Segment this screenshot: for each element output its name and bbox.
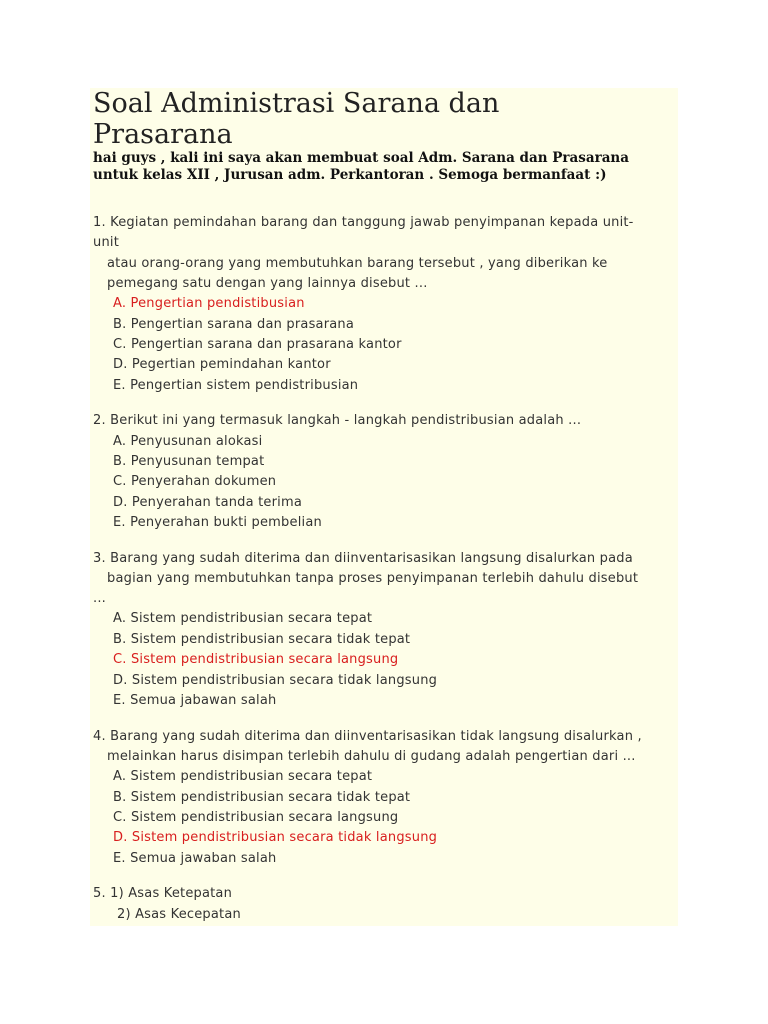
page-title [93,88,653,150]
question-3-text: ... [93,591,106,606]
question-1-option-c: C. Pengertian sarana dan prasarana kantor [113,337,402,352]
question-5-text: 5. 1) Asas Ketepatan [93,886,233,901]
question-3-option-b: B. Sistem pendistribusian secara tidak tepat [113,632,411,647]
question-1-text: unit [93,235,119,250]
intro-line: hai guys , kali ini saya akan membuat soal Adm. Sarana dan Prasarana [93,150,629,166]
question-3-option-e: E. Semua jabawan salah [113,693,277,708]
question-3-option-c-answer: C. Sistem pendistribusian secara langsung [113,652,399,667]
question-4-option-c: C. Sistem pendistribusian secara langsung [113,810,399,825]
question-2-text: 2. Berikut ini yang termasuk langkah - langkah pendistribusian adalah ... [93,413,582,428]
question-4-option-b: B. Sistem pendistribusian secara tidak tepat [113,790,411,805]
question-4-text: melainkan harus disimpan terlebih dahulu di gudang adalah pengertian dari ... [107,749,636,764]
question-2-option-e: E. Penyerahan bukti pembelian [113,515,322,530]
question-2-option-a: A. Penyusunan alokasi [113,434,263,449]
question-4-option-e: E. Semua jawaban salah [113,851,277,866]
question-5-text: 2) Asas Kecepatan [117,907,241,922]
question-1-option-d: D. Pegertian pemindahan kantor [113,357,331,372]
question-2-option-d: D. Penyerahan tanda terima [113,495,303,510]
intro-line: untuk kelas XII , Jurusan adm. Perkantoran . Semoga bermanfaat :) [93,167,607,183]
question-2-option-b: B. Penyusunan tempat [113,454,265,469]
question-3-text: 3. Barang yang sudah diterima dan diinventarisasikan langsung disalurkan pada [93,551,633,566]
question-4-option-d-answer: D. Sistem pendistribusian secara tidak langsung [113,830,438,845]
question-1-text: 1. Kegiatan pemindahan barang dan tanggung jawab penyimpanan kepada unit- [93,215,634,230]
question-4-text: 4. Barang yang sudah diterima dan diinventarisasikan tidak langsung disalurkan , [93,729,642,744]
title-line: Prasarana [93,119,233,150]
question-1-text: atau orang-orang yang membutuhkan barang tersebut , yang diberikan ke [107,256,608,271]
question-4-option-a: A. Sistem pendistribusian secara tepat [113,769,373,784]
question-3-text: bagian yang membutuhkan tanpa proses penyimpanan terlebih dahulu disebut [107,571,639,586]
question-3-option-d: D. Sistem pendistribusian secara tidak langsung [113,673,438,688]
intro-text [93,150,673,184]
question-1-option-b: B. Pengertian sarana dan prasarana [113,317,355,332]
title-line: Soal Administrasi Sarana dan [93,88,500,119]
question-1-option-a-answer: A. Pengertian pendistibusian [113,296,305,311]
question-1-text: pemegang satu dengan yang lainnya disebut ... [107,276,428,291]
question-3-option-a: A. Sistem pendistribusian secara tepat [113,611,373,626]
question-1-option-e: E. Pengertian sistem pendistribusian [113,378,359,393]
question-2-option-c: C. Penyerahan dokumen [113,474,277,489]
